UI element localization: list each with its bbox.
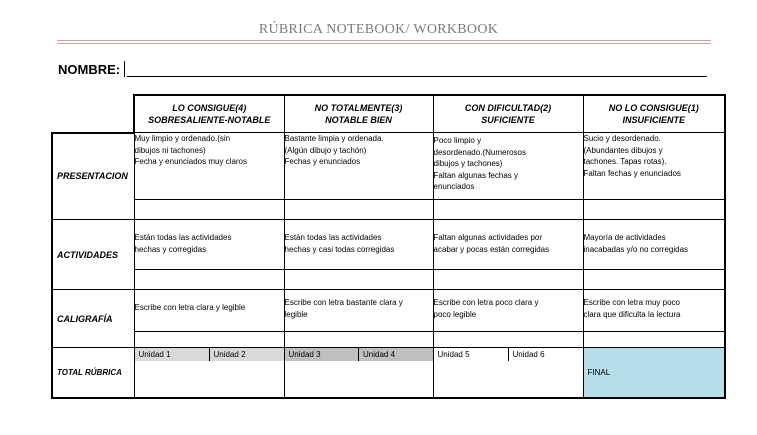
text-line: hechas y corregidas	[134, 244, 207, 254]
unit-5-box[interactable]: Unidad 5	[434, 348, 509, 361]
text-line: clara que dificulta la lectura	[583, 309, 681, 319]
header-1-line1: LO CONSIGUE(4)	[172, 103, 247, 113]
text-line: dibujos ni tachones)	[134, 145, 206, 155]
score-cells-actividades-2	[433, 270, 583, 290]
score-row-presentacion	[52, 200, 725, 220]
rubric-table	[51, 94, 726, 399]
unit-1-box[interactable]: Unidad 1	[135, 348, 210, 361]
score-cells-presentacion-4	[134, 200, 284, 220]
row-actividades	[52, 220, 725, 270]
corner-cell	[52, 95, 134, 133]
row-total	[52, 348, 725, 398]
text-line: (Abundantes dibujos y	[583, 145, 663, 155]
header-2-line2: NOTABLE BIEN	[325, 115, 392, 125]
row-label-caligrafia: CALIGRAFÍA	[52, 290, 134, 348]
row-label-actividades: ACTIVIDADES	[52, 220, 134, 290]
text-line: inacabadas y/o no corregidas	[583, 244, 689, 254]
cell-caligrafia-4	[134, 290, 284, 332]
cell-actividades-2	[433, 220, 583, 270]
text-cursor	[124, 61, 125, 77]
text-line: Fecha y enunciados muy claros	[134, 157, 247, 166]
header-row	[52, 95, 725, 133]
score-cells-presentacion-1	[583, 200, 725, 220]
text-line: hechas y casi todas corregidas	[284, 244, 395, 254]
text-line: Faltan algunas fechas y	[433, 170, 518, 180]
header-lo-consigue	[134, 95, 284, 133]
header-con-dificultad	[433, 95, 583, 133]
header-4-line2: INSUFICIENTE	[622, 115, 685, 125]
row-label-total: TOTAL RÚBRICA	[52, 348, 134, 398]
final-box[interactable]: FINAL	[583, 348, 725, 398]
score-cells-caligrafia-4	[134, 332, 284, 348]
cell-caligrafia-2	[433, 290, 583, 332]
score-cells-caligrafia-2	[433, 332, 583, 348]
score-cells-actividades-3	[284, 270, 433, 290]
text-line: enunciados	[433, 182, 475, 191]
text-line: Mayoría de actividades	[583, 233, 666, 242]
total-units-1-2	[134, 348, 284, 398]
text-line: Poco limpio y	[433, 136, 482, 145]
cell-actividades-4	[134, 220, 284, 270]
unit-4-box[interactable]: Unidad 4	[359, 348, 433, 361]
cell-actividades-1	[583, 220, 725, 270]
title-rule-bottom	[57, 43, 711, 44]
nombre-label: NOMBRE:	[58, 62, 121, 77]
header-4-line1: NO LO CONSIGUE(1)	[608, 103, 699, 113]
unit-3-box[interactable]: Unidad 3	[285, 348, 360, 361]
text-line: Escribe con letra clara y legible	[134, 303, 246, 312]
cell-caligrafia-3	[284, 290, 433, 332]
header-3-line2: SUFICIENTE	[481, 115, 535, 125]
unit-2-box[interactable]: Unidad 2	[210, 348, 284, 361]
cell-actividades-3	[284, 220, 433, 270]
text-line: acabar y pocas están corregidas	[433, 244, 550, 254]
cell-caligrafia-1	[583, 290, 725, 332]
document-title: RÚBRICA NOTEBOOK/ WORKBOOK	[258, 22, 499, 37]
text-line: Bastante limpia y ordenada.	[284, 134, 384, 143]
header-no-lo-consigue	[583, 95, 725, 133]
total-units-5-6	[433, 348, 583, 398]
title-rule-top	[57, 40, 711, 41]
text-line: Fechas y enunciados	[284, 157, 361, 166]
cell-presentacion-3	[284, 133, 433, 200]
text-line: Escribe con letra bastante clara y	[284, 298, 403, 307]
header-2-line1: NO TOTALMENTE(3)	[314, 103, 403, 113]
score-cells-caligrafia-1	[583, 332, 725, 348]
header-1-line2: SOBRESALIENTE-NOTABLE	[148, 115, 271, 125]
text-line: legible	[284, 309, 308, 319]
unit-6-box[interactable]: Unidad 6	[512, 350, 545, 359]
text-line: Muy limpio y ordenado.(sin	[134, 134, 231, 143]
text-line: Faltan fechas y enunciados	[583, 168, 681, 178]
score-cells-presentacion-3	[284, 200, 433, 220]
text-line: Están todas las actividades	[134, 233, 232, 242]
text-line: desordenado.(Numerosos	[433, 147, 526, 157]
text-line: poco legible	[433, 309, 477, 319]
row-caligrafia	[52, 290, 725, 332]
cell-presentacion-2	[433, 133, 583, 200]
cell-presentacion-1	[583, 133, 725, 200]
text-line: Escribe con letra poco clara y	[433, 298, 539, 307]
text-line: dibujos y tachones)	[433, 159, 503, 168]
header-no-totalmente	[284, 95, 433, 133]
score-cells-caligrafia-3	[284, 332, 433, 348]
score-row-caligrafia	[52, 332, 725, 348]
text-line: Escribe con letra muy poco	[583, 298, 680, 307]
text-line: tachones. Tapas rotas).	[583, 157, 667, 166]
text-line: (Algún dibujo y tachón)	[284, 145, 367, 155]
score-cells-actividades-1	[583, 270, 725, 290]
cell-presentacion-4	[134, 133, 284, 200]
text-line: Están todas las actividades	[284, 233, 382, 242]
score-cells-actividades-4	[134, 270, 284, 290]
row-label-presentacion: PRESENTACION	[52, 133, 134, 220]
total-units-3-4	[284, 348, 433, 398]
nombre-field-line[interactable]	[127, 76, 707, 77]
score-cells-presentacion-2	[433, 200, 583, 220]
header-3-line1: CON DIFICULTAD(2)	[464, 103, 552, 113]
text-line: Sucio y desordenado.	[583, 134, 661, 143]
text-line: Faltan algunas actividades por	[433, 233, 543, 242]
score-row-actividades	[52, 270, 725, 290]
row-presentacion	[52, 133, 725, 200]
